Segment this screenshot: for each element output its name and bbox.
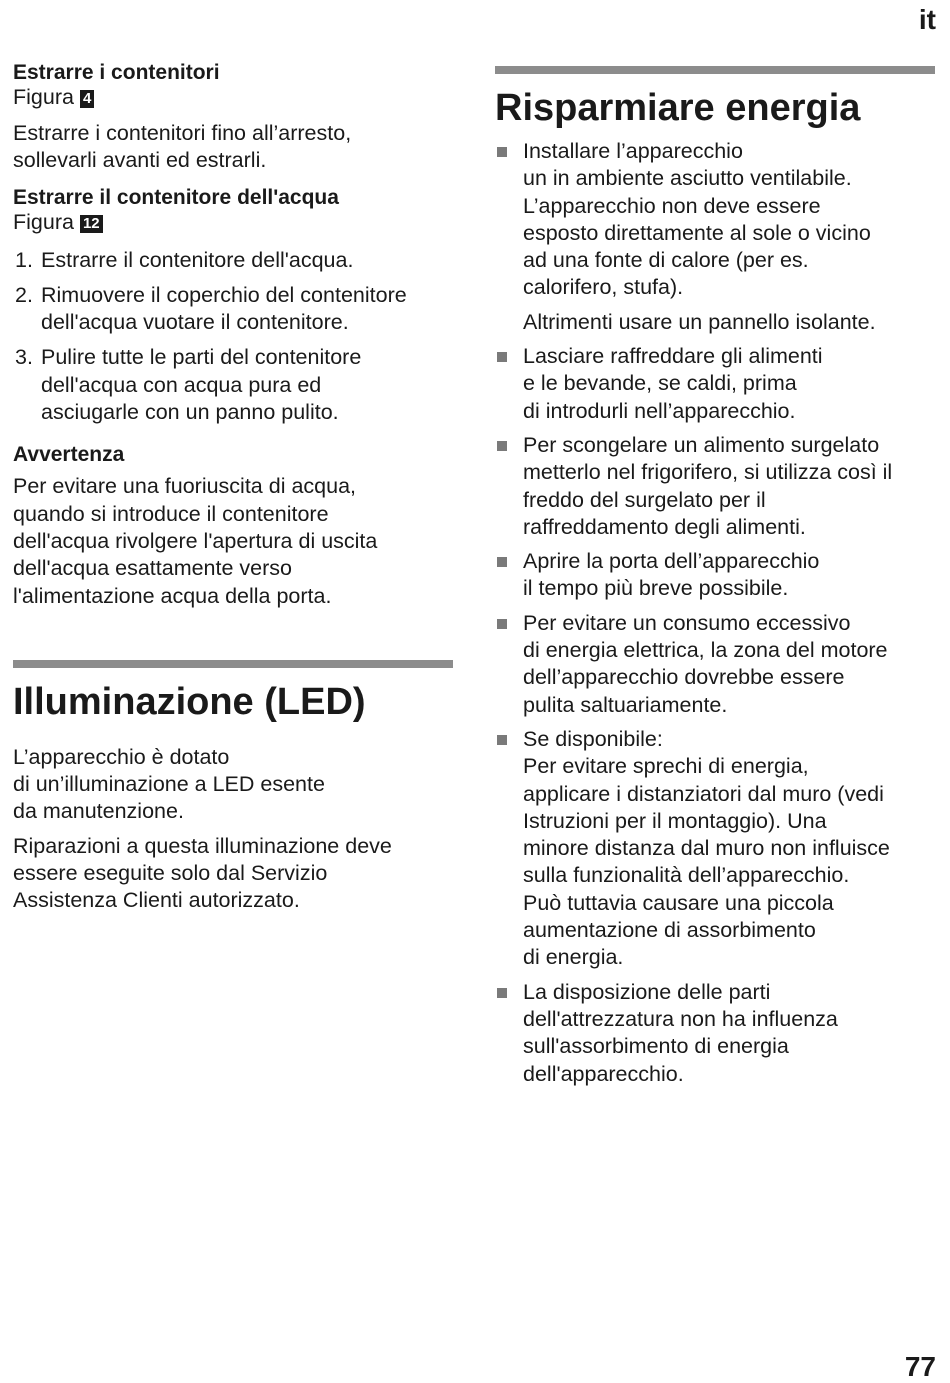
list-item: Per evitare un consumo eccessivo di energia elettrica, la zona del motore dell’apparecchio dovrebbe essere pulita saltuariamente. [495,610,935,719]
warning-text: Per evitare una fuoriuscita di acqua, quando si introduce il contenitore dell'acqua rivolgere l'apertura di uscita dell'acqua esattamente verso l'alimentazione acqua della porta. [13,474,378,608]
step-item: 3. Pulire tutte le parti del contenitore dell'acqua con acqua pura ed asciugarle con un panno pulito. [15,345,362,425]
list-item: Installare l’apparecchio un in ambiente asciutto ventilabile. L’apparecchio non deve essere esposto direttamente al sole o vicino ad una fonte di calore (per es. calorifero, stufa). Altrimenti usare un pannello isolante. [495,138,935,336]
figure-number-badge: 12 [80,215,103,233]
bullet-square-icon [497,988,507,998]
section-divider [495,66,935,74]
list-item: Aprire la porta dell’apparecchio il tempo più breve possibile. [495,548,935,603]
list-item: Lasciare raffreddare gli alimenti e le bevande, se caldi, prima di introdurli nell’apparecchio. [495,343,935,425]
paragraph: L’apparecchio è dotato di un’illuminazione a LED esente da manutenzione. [13,744,325,824]
bullet-square-icon [497,619,507,629]
paragraph: Estrarre i contenitori fino all’arresto, sollevarli avanti ed estrarli. [13,121,352,173]
list-item: Per scongelare un alimento surgelato metterlo nel frigorifero, si utilizza così il freddo del surgelato per il raffreddamento degli alimenti. [495,432,935,541]
section-remove-containers [13,60,453,175]
warning-note [13,442,453,609]
bullet-square-icon [497,557,507,567]
steps-list [13,247,453,427]
figure-label: Figura [13,85,74,109]
bullet-square-icon [497,352,507,362]
energy-tips-list [495,138,935,1088]
paragraph: Riparazioni a questa illuminazione deve essere eseguite solo dal Servizio Assistenza Clienti autorizzato. [13,833,392,913]
list-item: Se disponibile: Per evitare sprechi di energia, applicare i distanziatori dal muro (vedi Istruzioni per il montaggio). Una minore distanza dal muro non influisce sulla funzionalità dell’apparecchio. Può tuttavia causare una piccola aumentazione di assorbimento di energia. [495,726,935,972]
section-remove-water-container [13,185,453,427]
step-item: 2. Rimuovere il coperchio del contenitore dell'acqua vuotare il contenitore. [15,282,407,335]
section-title-energy: Risparmiare energia [495,87,861,129]
section-divider [13,660,453,668]
page-number: 77 [904,1351,936,1382]
figure-reference [13,210,453,235]
step-item: 1. Estrarre il contenitore dell'acqua. [15,247,354,272]
section-title-led: Illuminazione (LED) [13,680,366,723]
bullet-square-icon [497,735,507,745]
heading-remove-containers: Estrarre i contenitori [13,61,220,84]
list-item: La disposizione delle parti dell'attrezzatura non ha influenza sull'assorbimento di energia dell'apparecchio. [495,979,935,1088]
bullet-square-icon [497,147,507,157]
heading-remove-water-container: Estrarre il contenitore dell'acqua [13,185,339,209]
figure-label: Figura [13,209,74,234]
language-code: it [918,4,936,35]
right-column [495,60,935,1088]
bullet-square-icon [497,441,507,451]
figure-reference [13,85,453,110]
left-column [13,60,453,915]
warning-heading: Avvertenza [13,443,125,467]
figure-number-badge: 4 [80,90,94,108]
